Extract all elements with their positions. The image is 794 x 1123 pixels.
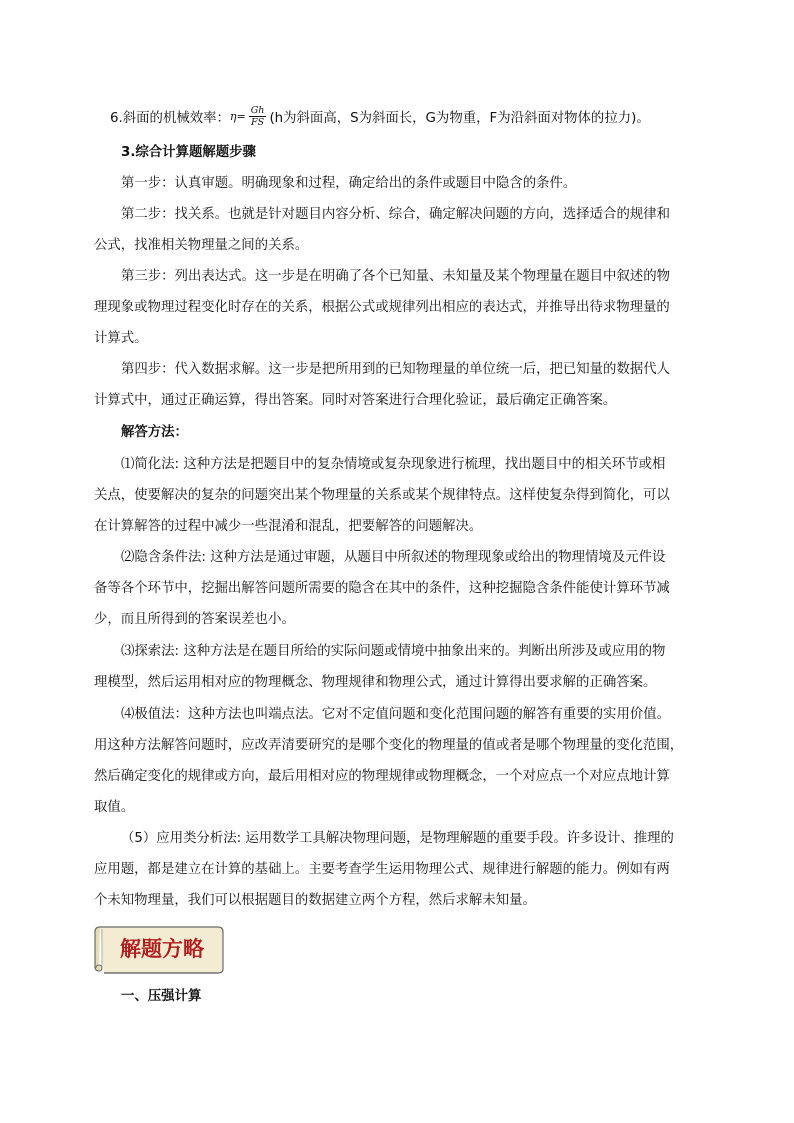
method4-paragraph	[94, 699, 716, 823]
banner-title: 解题方略	[120, 937, 204, 961]
section3-heading	[94, 137, 716, 168]
step2-paragraph	[94, 199, 716, 261]
method5-line: 应用题，都是建立在计算的基础上。主要考查学生运用物理公式、规律进行解题的能力。例如有两	[94, 862, 670, 877]
methods-title: 解答方法：	[121, 425, 188, 440]
method3-line: ⑶探索法: 这种方法是在题目所给的实际问题或情境中抽象出来的。判断出所涉及或应用的物	[121, 644, 666, 659]
method1-line: 在计算解答的过程中减少一些混淆和混乱，把要解答的问题解决。	[94, 519, 483, 534]
pressure-heading	[94, 981, 716, 1012]
method5-line: （5）应用类分析法: 运用数学工具解决物理问题，是物理解题的重要手段。许多设计、推理的	[121, 831, 674, 846]
section3-title: 3.综合计算题解题步骤	[121, 145, 256, 160]
step3-line: 第三步：列出表达式。这一步是在明确了各个已知量、未知量及某个物理量在题目中叙述的物	[121, 269, 671, 284]
method2-line: 少，而且所得到的答案误差也小。	[94, 612, 295, 627]
method4-line: 用这种方法解答问题时，应改弄清要研究的是哪个变化的物理量的值或者是哪个物理量的变化范围，	[94, 738, 684, 753]
fraction-denominator: FS	[251, 116, 265, 128]
pressure-title: 一、压强计算	[121, 989, 202, 1004]
efficiency-fraction	[249, 105, 267, 128]
fraction-numerator: Gh	[250, 104, 265, 116]
step4-paragraph	[94, 354, 716, 416]
method1-line: ⑴简化法: 这种方法是把题目中的复杂情境或复杂现象进行梳理，找出题目中的相关环节或相	[121, 457, 666, 472]
method4-line: 取值。	[94, 800, 135, 815]
method5-paragraph	[94, 823, 716, 916]
item6-suffix: (h为斜面高，S为斜面长，G为物重，F为沿斜面对物体的拉力)。	[269, 110, 650, 126]
step3-line: 计算式。	[94, 331, 148, 346]
method1-line: 关点，使要解决的复杂的问题突出某个物理量的关系或某个规律特点。这样使复杂得到简化，可以	[94, 488, 670, 503]
methods-heading	[94, 417, 716, 448]
method1-paragraph	[94, 449, 716, 542]
step2-line: 第二步：找关系。也就是针对题目内容分析、综合，确定解决问题的方向，选择适合的规律和	[121, 207, 671, 222]
method3-paragraph	[94, 636, 716, 698]
method2-paragraph	[94, 542, 716, 635]
step4-line: 计算式中，通过正确运算，得出答案。同时对答案进行合理化验证，最后确定正确答案。	[94, 393, 617, 408]
step1-line: 第一步：认真审题。明确现象和过程，确定给出的条件或题目中隐含的条件。	[121, 176, 577, 191]
method4-line: 然后确定变化的规律或方向，最后用相对应的物理规律或物理概念，一个对应点一个对应点地计算	[94, 769, 670, 784]
method2-line: 备等各个环节中，挖掘出解答问题所需要的隐含在其中的条件，这种挖掘隐含条件能使计算环节减	[94, 581, 670, 596]
step2-line: 公式，找准相关物理量之间的关系。	[94, 238, 309, 253]
item6-prefix: 6.斜面的机械效率：	[110, 110, 230, 126]
step3-line: 理现象或物理过程变化时存在的关系，根据公式或规律列出相应的表达式，并推导出待求物理量的	[94, 300, 670, 315]
efficiency-symbol: η=	[229, 109, 246, 123]
method5-line: 个未知物理量，我们可以根据题目的数据建立两个方程，然后求解未知量。	[94, 893, 536, 908]
step3-paragraph	[94, 261, 716, 354]
step4-line: 第四步：代入数据求解。这一步是把所用到的已知物理量的单位统一后，把已知量的数据代人	[121, 362, 671, 377]
method4-line: ⑷极值法：这种方法也叫端点法。它对不定值问题和变化范围问题的解答有重要的实用价值。	[121, 707, 671, 722]
item6-line	[110, 100, 650, 132]
method3-line: 理模型，然后运用相对应的物理概念、物理规律和物理公式，通过计算得出要求解的正确答案。	[94, 675, 657, 690]
method2-line: ⑵隐含条件法: 这种方法是通过审题，从题目中所叙述的物理现象或给出的物理情境及元件设	[121, 550, 666, 565]
step1-paragraph	[94, 168, 716, 199]
